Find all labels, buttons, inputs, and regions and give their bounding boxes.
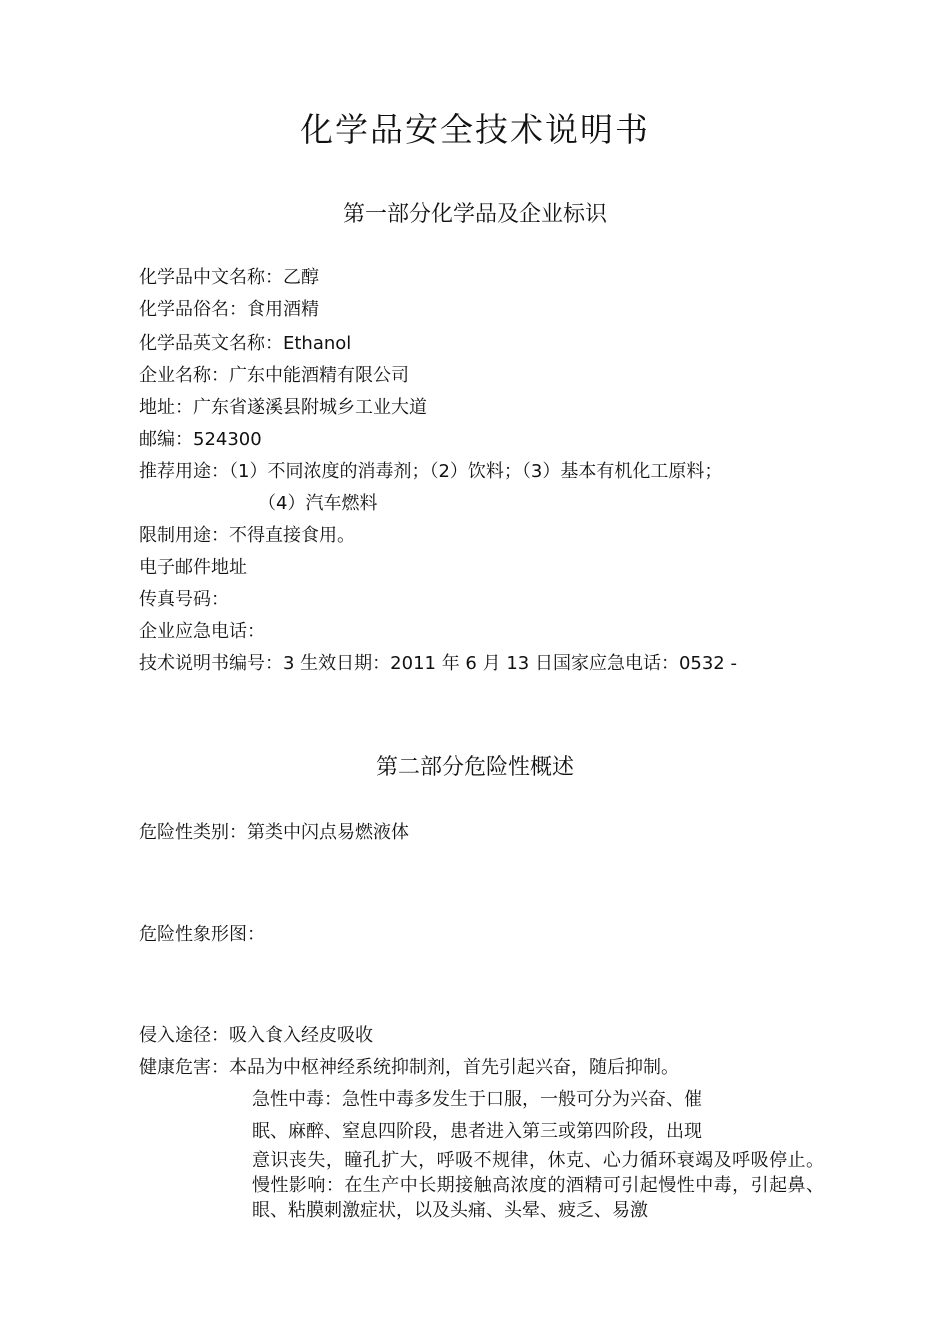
acute-chronic-text: 意识丧失，瞳孔扩大，呼吸不规律，休克、心力循环衰竭及呼吸停止。慢性影响：在生产中长期接触高浓度的酒精可引起慢性中毒，引起鼻、眼、粘膜刺激症状，以及头痛、头晕、疲乏、易激 [252, 1150, 824, 1221]
document-title: 化学品安全技术说明书 [300, 110, 650, 149]
postcode-line: 邮编：524300 [139, 429, 262, 450]
routes-line: 侵入途径：吸入食入经皮吸收 [139, 1025, 373, 1046]
acute-poisoning-line-1: 急性中毒：急性中毒多发生于口服，一般可分为兴奋、催 [252, 1089, 702, 1110]
section-1-heading: 第一部分化学品及企业标识 [342, 202, 607, 227]
acute-chronic-paragraph [252, 1148, 824, 1223]
acute-poisoning-line-2: 眠、麻醉、窒息四阶段，患者进入第三或第四阶段，出现 [252, 1121, 702, 1142]
pictogram-line: 危险性象形图： [139, 924, 265, 945]
emergency-phone-line: 企业应急电话： [139, 621, 265, 642]
address-line: 地址：广东省遂溪县附城乡工业大道 [139, 397, 427, 418]
restricted-use-line: 限制用途：不得直接食用。 [139, 525, 355, 546]
company-line: 企业名称：广东中能酒精有限公司 [139, 365, 409, 386]
recommended-use-continuation: （4）汽车燃料 [258, 493, 378, 514]
chinese-name-line: 化学品中文名称：乙醇 [139, 267, 319, 288]
sds-info-line: 技术说明书编号：3 生效日期：2011 年 6 月 13 日国家应急电话：0532 - [139, 653, 737, 674]
hazard-class-line: 危险性类别：第类中闪点易燃液体 [139, 822, 409, 843]
common-name-line: 化学品俗名：食用酒精 [139, 299, 319, 320]
fax-line: 传真号码： [139, 589, 229, 610]
recommended-use-line: 推荐用途：（1）不同浓度的消毒剂；（2）饮料；（3）基本有机化工原料； [139, 461, 723, 482]
email-line: 电子邮件地址 [139, 557, 247, 578]
section-2-heading: 第二部分危险性概述 [375, 755, 574, 780]
health-hazard-line: 健康危害：本品为中枢神经系统抑制剂，首先引起兴奋，随后抑制。 [139, 1057, 679, 1078]
english-name-line: 化学品英文名称：Ethanol [139, 333, 352, 354]
